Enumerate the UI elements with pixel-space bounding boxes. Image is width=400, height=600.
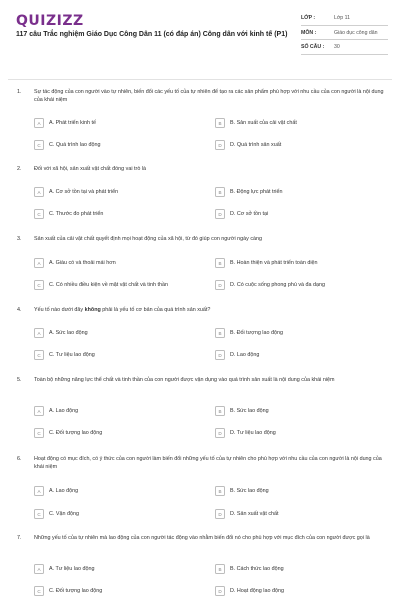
option-letter: A — [34, 187, 44, 197]
option-c[interactable] — [34, 209, 103, 219]
option-text: D. Sản xuất vật chất — [230, 511, 279, 517]
option-text: D. Cơ sở tồn tại — [230, 211, 269, 217]
meta-value: 30 — [334, 44, 340, 50]
option-a[interactable] — [34, 118, 96, 128]
option-d[interactable] — [215, 509, 279, 519]
option-c[interactable] — [34, 350, 95, 360]
option-a[interactable] — [34, 564, 94, 574]
option-letter: B — [215, 258, 225, 268]
option-text: A. Cơ sở tồn tại và phát triển — [49, 189, 119, 195]
meta-value: Giáo dục công dân — [334, 29, 378, 36]
option-text: B. Đối tượng lao động — [230, 330, 283, 336]
meta-row-class — [301, 15, 388, 26]
option-text: C. Vận động — [49, 511, 79, 517]
option-letter: D — [215, 350, 225, 360]
question-body: Hoạt động có mục đích, có ý thức của con người làm biến đổi những yếu tố của tự nhiên cho phù hợp với nhu cầu của con người là nội dung của khái niệm — [34, 456, 382, 470]
option-text: A. Phát triển kinh tế — [49, 120, 97, 126]
option-b[interactable] — [215, 258, 318, 268]
option-c[interactable] — [34, 280, 168, 290]
option-d[interactable] — [215, 140, 281, 150]
option-letter: C — [34, 350, 44, 360]
option-a[interactable] — [34, 406, 78, 416]
option-letter: C — [34, 509, 44, 519]
question-body — [34, 307, 387, 315]
option-letter: C — [34, 209, 44, 219]
option-text: A. Giàu có và thoải mái hơn — [49, 260, 116, 266]
option-letter: B — [215, 406, 225, 416]
option-letter: A — [34, 328, 44, 338]
option-letter: C — [34, 586, 44, 596]
option-b[interactable] — [215, 118, 297, 128]
option-c[interactable] — [34, 586, 102, 596]
option-letter: D — [215, 586, 225, 596]
option-letter: A — [34, 564, 44, 574]
option-text: A. Sức lao động — [49, 330, 88, 336]
meta-value: Lớp 11 — [334, 15, 350, 21]
option-letter: C — [34, 140, 44, 150]
option-text: B. Động lực phát triển — [230, 189, 283, 195]
question-text-part: phải là yếu tố cơ bản của quá trình sản xuất? — [100, 307, 211, 313]
question-text — [17, 236, 387, 244]
option-d[interactable] — [215, 428, 276, 438]
option-letter: B — [215, 187, 225, 197]
meta-label: MÔN : — [301, 29, 317, 36]
option-letter: B — [215, 328, 225, 338]
option-d[interactable] — [215, 586, 284, 596]
question-text-part: Yếu tố nào dưới đây — [34, 307, 85, 313]
option-c[interactable] — [34, 140, 101, 150]
option-letter: A — [34, 486, 44, 496]
option-text: B. Sức lao động — [230, 408, 269, 414]
option-text: D. Tư liệu lao động — [230, 430, 276, 436]
option-text: A. Lao động — [49, 408, 79, 414]
option-d[interactable] — [215, 280, 325, 290]
option-text: C. Tư liệu lao động — [49, 352, 95, 358]
option-a[interactable] — [34, 328, 88, 338]
question-number: 1. — [17, 89, 22, 95]
option-b[interactable] — [215, 328, 283, 338]
option-text: A. Tư liệu lao động — [49, 566, 95, 572]
option-text: A. Lao động — [49, 488, 79, 494]
question-body: Những yếu tố của tự nhiên mà lao động của con người tác động vào nhằm biến đổi nó cho phù hợp với mục đích của con người được gọi là — [34, 535, 370, 541]
quiz-meta — [301, 15, 388, 59]
option-b[interactable] — [215, 406, 269, 416]
question-text — [17, 166, 387, 174]
option-c[interactable] — [34, 428, 102, 438]
option-text: C. Đối tượng lao động — [49, 430, 103, 436]
question-number: 5. — [17, 377, 22, 383]
option-letter: B — [215, 564, 225, 574]
option-text: B. Sản xuất của cải vật chất — [230, 120, 297, 126]
question-body: Sản xuất của cải vật chất quyết định mọi hoạt động của xã hội, từ đó giúp con người ngày càng — [34, 236, 263, 242]
meta-row-subject — [301, 30, 388, 41]
option-text: C. Quá trình lao động — [49, 142, 101, 148]
quizizz-logo: QUIZIZZ — [16, 13, 84, 29]
option-letter: C — [34, 428, 44, 438]
option-b[interactable] — [215, 187, 282, 197]
option-d[interactable] — [215, 350, 259, 360]
option-a[interactable] — [34, 486, 78, 496]
option-text: D. Quá trình sản xuất — [230, 142, 282, 148]
question-number: 3. — [17, 236, 22, 242]
header-divider — [8, 79, 392, 80]
option-text: B. Hoàn thiện và phát triển toàn diện — [230, 260, 318, 266]
option-c[interactable] — [34, 509, 79, 519]
question-text — [17, 307, 387, 315]
option-a[interactable] — [34, 258, 116, 268]
quiz-title: 117 câu Trắc nghiệm Giáo Dục Công Dân 11 (có đáp án) Công dân với kinh tế (P1) — [16, 31, 288, 38]
option-b[interactable] — [215, 486, 269, 496]
question-number: 4. — [17, 307, 22, 313]
question-text-emphasis: không — [84, 307, 101, 313]
meta-label: LỚP : — [301, 15, 316, 21]
option-text: C. Đối tượng lao động — [49, 588, 103, 594]
option-letter: D — [215, 209, 225, 219]
option-letter: A — [34, 258, 44, 268]
option-letter: A — [34, 406, 44, 416]
option-letter: D — [215, 509, 225, 519]
option-b[interactable] — [215, 564, 284, 574]
question-body: Đối với xã hội, sản xuất vật chất đóng vai trò là — [34, 166, 147, 172]
meta-row-count — [301, 44, 388, 55]
option-letter: B — [215, 486, 225, 496]
option-text: B. Sức lao động — [230, 488, 269, 494]
option-a[interactable] — [34, 187, 118, 197]
question-text — [17, 535, 387, 543]
option-letter: D — [215, 428, 225, 438]
question-body: Sự tác động của con người vào tự nhiên, biến đổi các yếu tố của tự nhiên để tạo ra các sản phẩm phù hợp với nhu cầu của con người là nội dung của khái niệm — [34, 89, 384, 103]
option-d[interactable] — [215, 209, 268, 219]
question-text — [17, 377, 387, 385]
question-number: 6. — [17, 456, 22, 462]
meta-label: SỐ CÂU : — [301, 44, 325, 50]
question-number: 2. — [17, 166, 22, 172]
question-body: Toàn bộ những năng lực thể chất và tinh thần của con người được vận dụng vào quá trình sản xuất là nội dung của khái niệm — [34, 377, 335, 383]
question-text — [17, 89, 387, 104]
option-letter: D — [215, 140, 225, 150]
option-text: C. Thước đo phát triển — [49, 211, 104, 217]
option-letter: B — [215, 118, 225, 128]
option-text: D. Lao động — [230, 352, 260, 358]
option-text: C. Có nhiều điều kiện về mặt vật chất và tinh thần — [49, 282, 168, 288]
option-text: B. Cách thức lao động — [230, 566, 284, 572]
option-text: D. Có cuộc sống phong phú và đa dạng — [230, 282, 326, 288]
question-number: 7. — [17, 535, 22, 541]
option-text: D. Hoạt động lao động — [230, 588, 284, 594]
option-letter: C — [34, 280, 44, 290]
option-letter: D — [215, 280, 225, 290]
option-letter: A — [34, 118, 44, 128]
page-header — [0, 0, 400, 78]
question-text — [17, 456, 387, 471]
